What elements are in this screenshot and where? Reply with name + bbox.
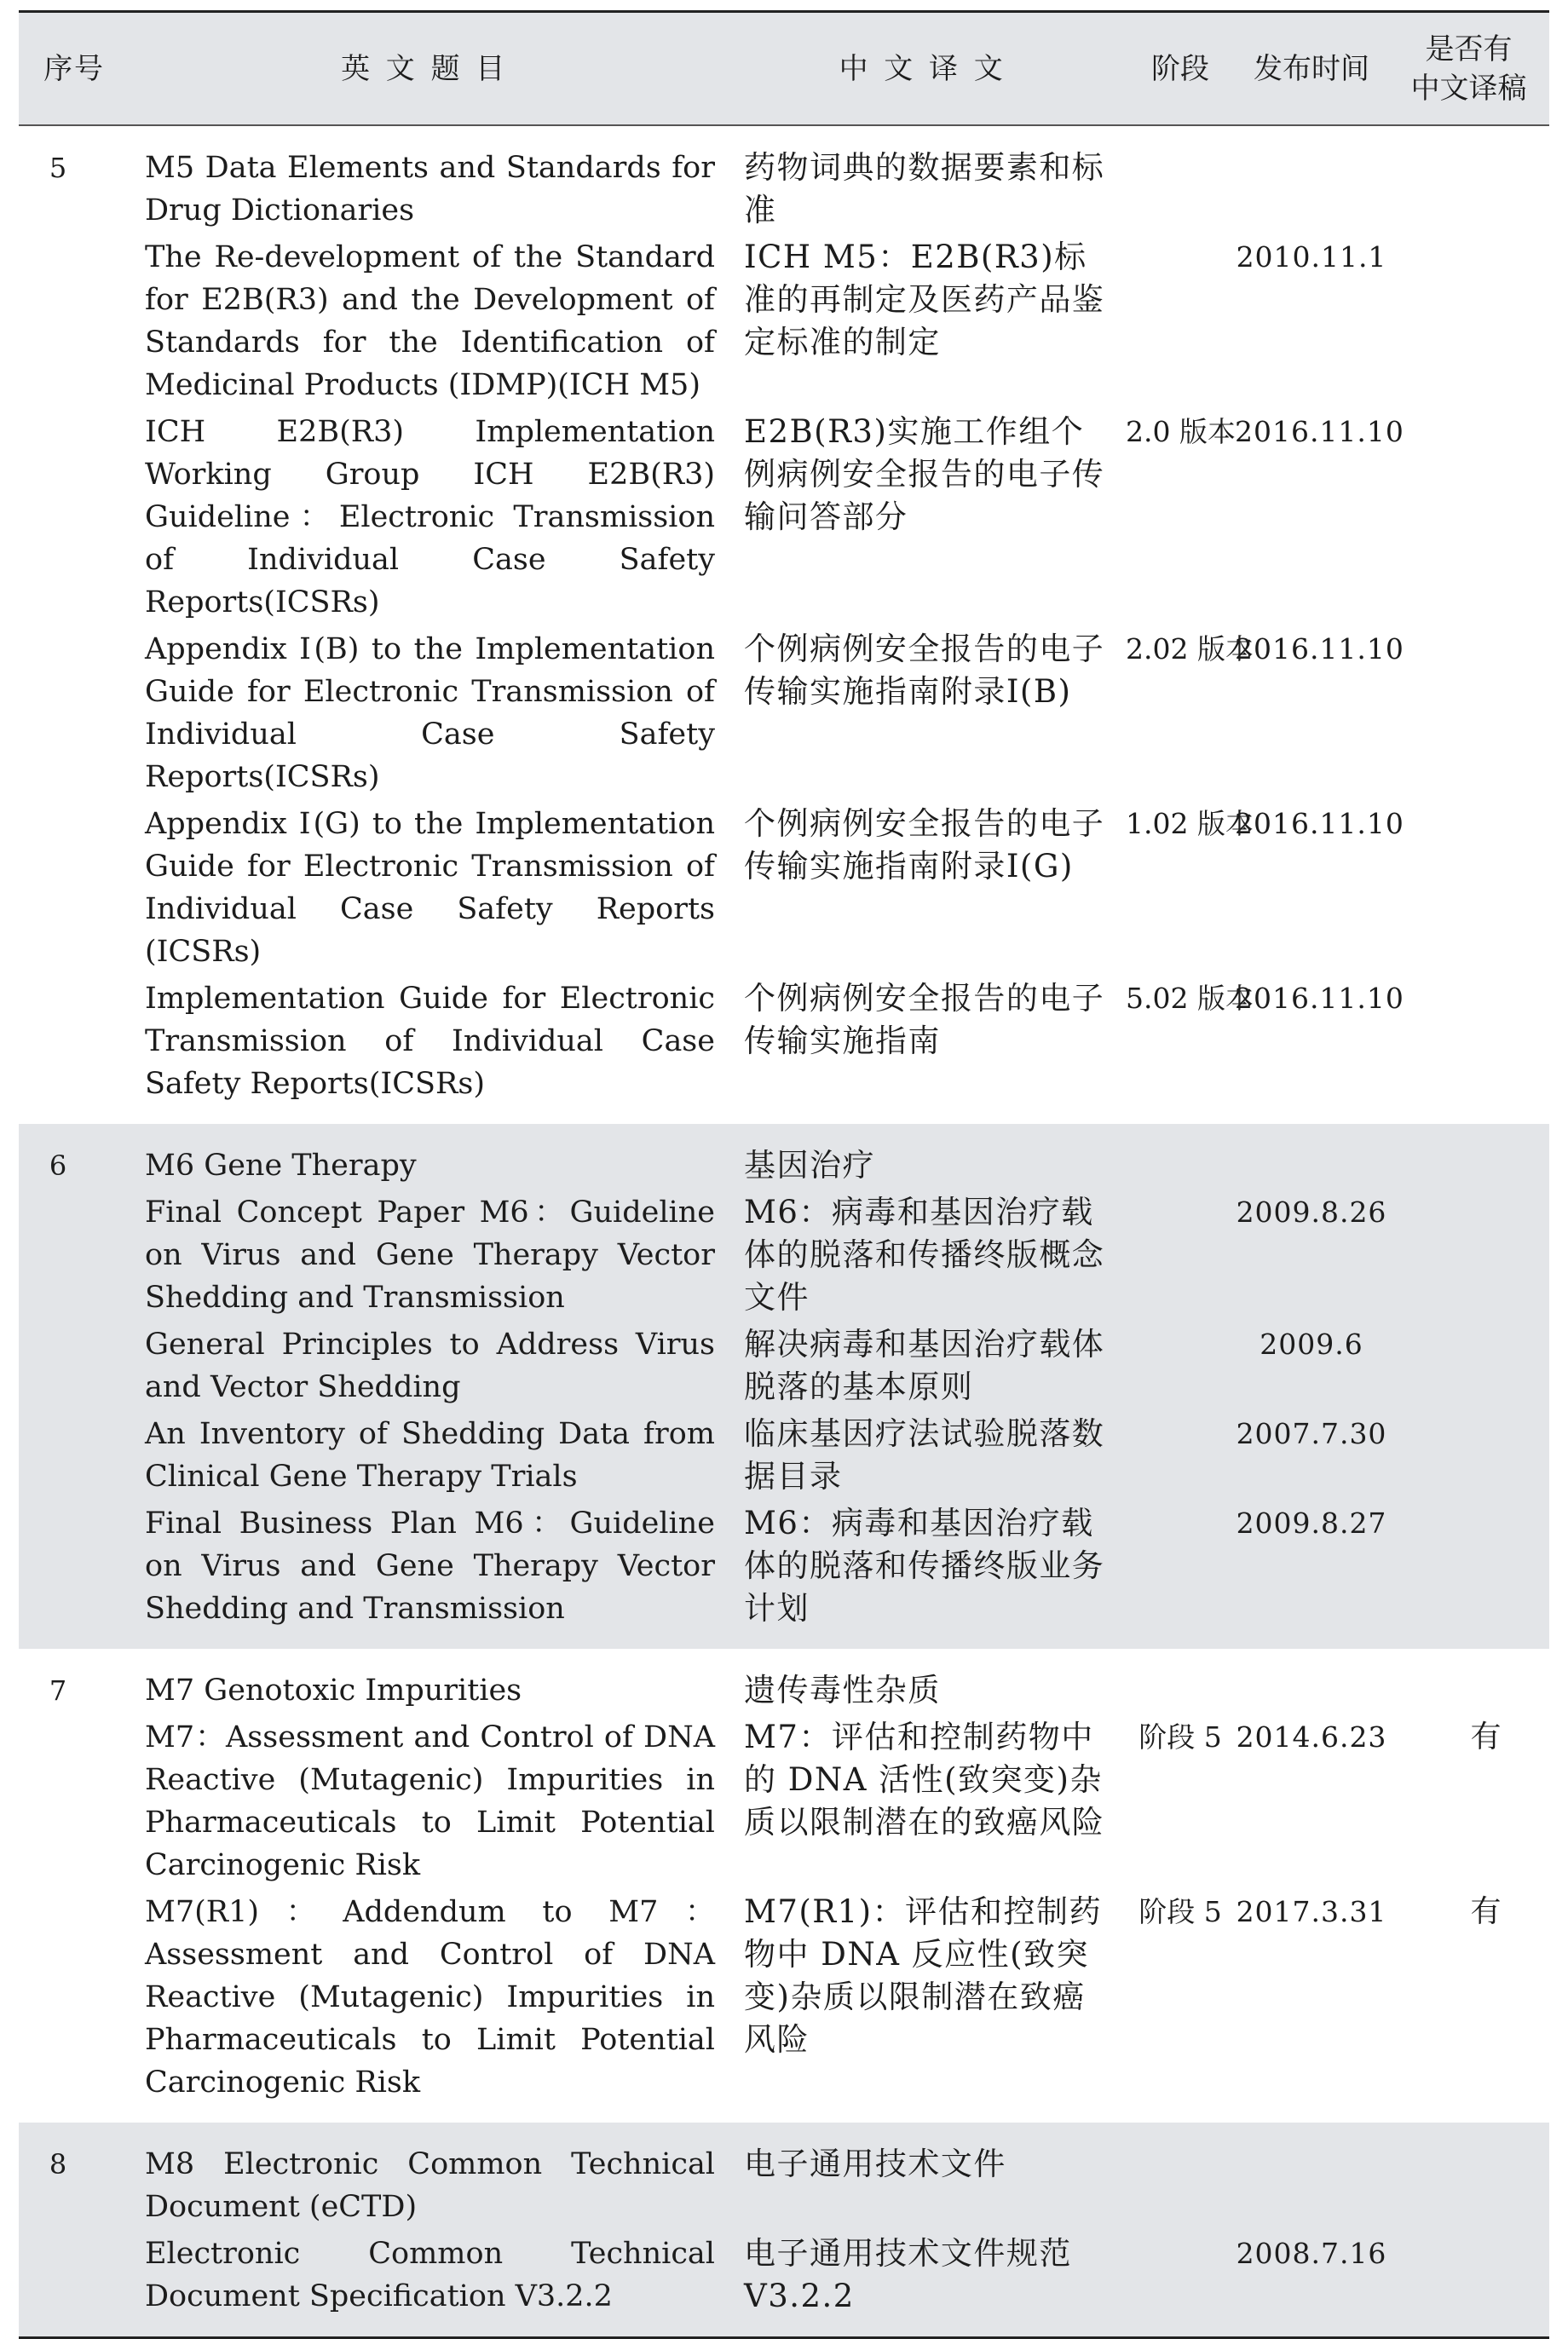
header-number: 序号 bbox=[19, 12, 130, 126]
cell-number bbox=[19, 803, 130, 977]
cell-chinese-translation: 个例病例安全报告的电子传输实施指南附录Ⅰ(G) bbox=[744, 805, 1105, 884]
header-release-date: 发布时间 bbox=[1235, 12, 1388, 126]
table-body bbox=[19, 125, 1549, 2338]
header-chinese-translation: 中文译文 bbox=[732, 12, 1126, 126]
cell-has-chinese bbox=[1388, 803, 1549, 977]
cell-has-chinese bbox=[1388, 411, 1549, 628]
cell-stage: 2.02 版本 bbox=[1126, 632, 1254, 665]
cell-release-date: 2007.7.30 bbox=[1236, 1417, 1387, 1450]
table-row bbox=[19, 1124, 1549, 1191]
cell-stage bbox=[1126, 1649, 1235, 1716]
table-row bbox=[19, 1649, 1549, 1716]
cell-release-date: 2016.11.10 bbox=[1235, 982, 1404, 1015]
cell-chinese-translation: M6：病毒和基因治疗载体的脱落和传播终版业务计划 bbox=[744, 1505, 1105, 1627]
table-row bbox=[19, 411, 1549, 628]
cell-chinese-translation: 遗传毒性杂质 bbox=[744, 1672, 941, 1708]
cell-has-chinese bbox=[1388, 1649, 1549, 1716]
cell-chinese-translation: 临床基因疗法试验脱落数据目录 bbox=[744, 1415, 1105, 1495]
cell-chinese-translation: 电子通用技术文件规范 V3.2.2 bbox=[732, 2232, 1126, 2338]
cell-english-title: The Re-development of the Standard for E2B(R3) and the Development of Standards for the Identification of Medicinal Products (IDMP)(ICH M5) bbox=[145, 240, 715, 402]
cell-english-title: M7：Assessment and Control of DNA Reactive (Mutagenic) Impurities in Pharmaceuticals to Limit Potential Carcinogenic Risk bbox=[145, 1720, 715, 1882]
table-row bbox=[19, 1413, 1549, 1502]
table-row bbox=[19, 1323, 1549, 1413]
cell-english-title: M6 Gene Therapy bbox=[145, 1149, 417, 1183]
cell-english-title: Final Concept Paper M6：Guideline on Virus and Gene Therapy Vector Shedding and Transmission bbox=[145, 1195, 715, 1315]
cell-english-title: M7(R1)：Addendum to M7：Assessment and Control of DNA Reactive (Mutagenic) Impurities in Pharmaceuticals to Limit Potential Carcinogenic Risk bbox=[145, 1895, 715, 2100]
cell-number bbox=[19, 1891, 130, 2123]
cell-english-title: An Inventory of Shedding Data from Clinical Gene Therapy Trials bbox=[145, 1417, 715, 1494]
cell-stage: 1.02 版本 bbox=[1126, 807, 1254, 840]
cell-stage: 2.0 版本 bbox=[1126, 415, 1236, 448]
cell-release-date bbox=[1235, 2123, 1388, 2232]
cell-stage bbox=[1126, 1191, 1235, 1323]
cell-chinese-translation: 电子通用技术文件 bbox=[744, 2146, 1006, 2182]
cell-english-title: ICH E2B(R3) Implementation Working Group ICH E2B(R3) Guideline：Electronic Transmission of Individual Case Safety Reports(ICSRs) bbox=[145, 415, 715, 619]
cell-stage: 5.02 版本 bbox=[1126, 982, 1254, 1015]
cell-stage bbox=[1126, 1124, 1235, 1191]
cell-english-title: Implementation Guide for Electronic Transmission of Individual Case Safety Reports(ICSRs) bbox=[145, 982, 715, 1101]
cell-has-chinese bbox=[1388, 628, 1549, 803]
cell-stage bbox=[1126, 1323, 1235, 1413]
cell-release-date: 2016.11.10 bbox=[1235, 632, 1404, 665]
cell-chinese-translation: M7(R1)：评估和控制药物中 DNA 反应性(致突变)杂质以限制潜在致癌风险 bbox=[744, 1893, 1102, 2058]
cell-number bbox=[19, 1716, 130, 1891]
cell-number bbox=[19, 411, 130, 628]
cell-chinese-translation: 个例病例安全报告的电子传输实施指南附录Ⅰ(B) bbox=[744, 631, 1105, 710]
table-row bbox=[19, 803, 1549, 977]
cell-number bbox=[19, 1502, 130, 1649]
cell-stage bbox=[1126, 236, 1235, 411]
cell-has-chinese bbox=[1388, 236, 1549, 411]
cell-number: 7 bbox=[49, 1674, 67, 1707]
table-row bbox=[19, 2123, 1549, 2232]
cell-release-date: 2016.11.10 bbox=[1235, 807, 1404, 840]
cell-number bbox=[19, 1191, 130, 1323]
cell-stage bbox=[1126, 2232, 1235, 2338]
cell-english-title: M5 Data Elements and Standards for Drug Dictionaries bbox=[145, 151, 715, 228]
cell-release-date: 2009.8.26 bbox=[1236, 1195, 1387, 1229]
cell-release-date bbox=[1235, 125, 1388, 236]
cell-chinese-translation: 药物词典的数据要素和标准 bbox=[744, 149, 1105, 228]
cell-release-date: 2016.11.10 bbox=[1235, 415, 1404, 448]
cell-number: 6 bbox=[49, 1149, 67, 1182]
cell-number bbox=[19, 977, 130, 1124]
cell-number bbox=[19, 2232, 130, 2338]
cell-release-date: 2010.11.1 bbox=[1236, 240, 1387, 274]
cell-stage bbox=[1126, 125, 1235, 236]
table-row bbox=[19, 2232, 1549, 2338]
cell-chinese-translation: 个例病例安全报告的电子传输实施指南 bbox=[744, 980, 1105, 1059]
cell-release-date: 2008.7.16 bbox=[1235, 2232, 1388, 2338]
cell-has-chinese: 有 bbox=[1470, 1720, 1502, 1754]
cell-has-chinese bbox=[1388, 1413, 1549, 1502]
cell-english-title: Appendix Ⅰ(G) to the Implementation Guide for Electronic Transmission of Individual Case Safety Reports (ICSRs) bbox=[145, 807, 715, 969]
table-row bbox=[19, 236, 1549, 411]
cell-chinese-translation: E2B(R3)实施工作组个例病例安全报告的电子传输问答部分 bbox=[744, 413, 1105, 535]
cell-chinese-translation: 解决病毒和基因治疗载体脱落的基本原则 bbox=[744, 1326, 1105, 1405]
guideline-table bbox=[19, 10, 1549, 2339]
cell-number bbox=[19, 236, 130, 411]
cell-has-chinese bbox=[1388, 1124, 1549, 1191]
cell-english-title: Appendix Ⅰ(B) to the Implementation Guide for Electronic Transmission of Individual Case Safety Reports(ICSRs) bbox=[145, 632, 715, 794]
cell-english-title: M7 Genotoxic Impurities bbox=[145, 1674, 522, 1708]
header-has-chinese bbox=[1388, 12, 1549, 126]
cell-release-date: 2009.8.27 bbox=[1236, 1507, 1387, 1540]
cell-english-title: M8 Electronic Common Technical Document (eCTD) bbox=[145, 2147, 715, 2224]
cell-chinese-translation: M6：病毒和基因治疗载体的脱落和传播终版概念文件 bbox=[744, 1194, 1105, 1316]
cell-stage: 阶段 5 bbox=[1139, 1895, 1222, 1928]
table-row bbox=[19, 1502, 1549, 1649]
cell-english-title: Electronic Common Technical Document Specification V3.2.2 bbox=[130, 2232, 732, 2338]
cell-number: 8 bbox=[49, 2148, 67, 2181]
cell-stage bbox=[1126, 1413, 1235, 1502]
cell-release-date: 2017.3.31 bbox=[1236, 1895, 1387, 1928]
cell-has-chinese bbox=[1388, 1502, 1549, 1649]
cell-stage bbox=[1126, 1502, 1235, 1649]
cell-has-chinese bbox=[1388, 2123, 1549, 2232]
cell-english-title: General Principles to Address Virus and Vector Shedding bbox=[145, 1328, 715, 1404]
cell-number bbox=[19, 628, 130, 803]
cell-stage: 阶段 5 bbox=[1139, 1720, 1222, 1754]
cell-chinese-translation: ICH M5：E2B(R3)标准的再制定及医药产品鉴定标准的制定 bbox=[744, 239, 1105, 360]
header-english-title: 英文题目 bbox=[130, 12, 732, 126]
cell-release-date: 2014.6.23 bbox=[1236, 1720, 1387, 1754]
cell-release-date bbox=[1235, 1649, 1388, 1716]
cell-english-title: Final Business Plan M6：Guideline on Virus and Gene Therapy Vector Shedding and Transmission bbox=[145, 1507, 715, 1626]
table-row bbox=[19, 977, 1549, 1124]
cell-number bbox=[19, 1323, 130, 1413]
cell-has-chinese bbox=[1388, 1323, 1549, 1413]
cell-has-chinese bbox=[1388, 2232, 1549, 2338]
cell-release-date: 2009.6 bbox=[1260, 1328, 1363, 1361]
cell-stage bbox=[1126, 2123, 1235, 2232]
table-row bbox=[19, 1716, 1549, 1891]
cell-release-date bbox=[1235, 1124, 1388, 1191]
header-has-chinese-line2: 中文译稿 bbox=[1410, 71, 1527, 106]
table-header bbox=[19, 12, 1549, 126]
header-has-chinese-line1: 是否有 bbox=[1425, 32, 1513, 66]
cell-has-chinese: 有 bbox=[1470, 1894, 1502, 1929]
cell-has-chinese bbox=[1388, 1191, 1549, 1323]
header-stage: 阶段 bbox=[1126, 12, 1235, 126]
cell-number bbox=[19, 1413, 130, 1502]
table-row bbox=[19, 1191, 1549, 1323]
cell-has-chinese bbox=[1388, 977, 1549, 1124]
table-row bbox=[19, 628, 1549, 803]
cell-number: 5 bbox=[49, 152, 67, 184]
cell-chinese-translation: M7：评估和控制药物中的 DNA 活性(致突变)杂质以限制潜在的致癌风险 bbox=[744, 1719, 1105, 1841]
cell-chinese-translation: 基因治疗 bbox=[744, 1147, 875, 1184]
table-row bbox=[19, 1891, 1549, 2123]
table-row bbox=[19, 125, 1549, 236]
cell-has-chinese bbox=[1388, 125, 1549, 236]
